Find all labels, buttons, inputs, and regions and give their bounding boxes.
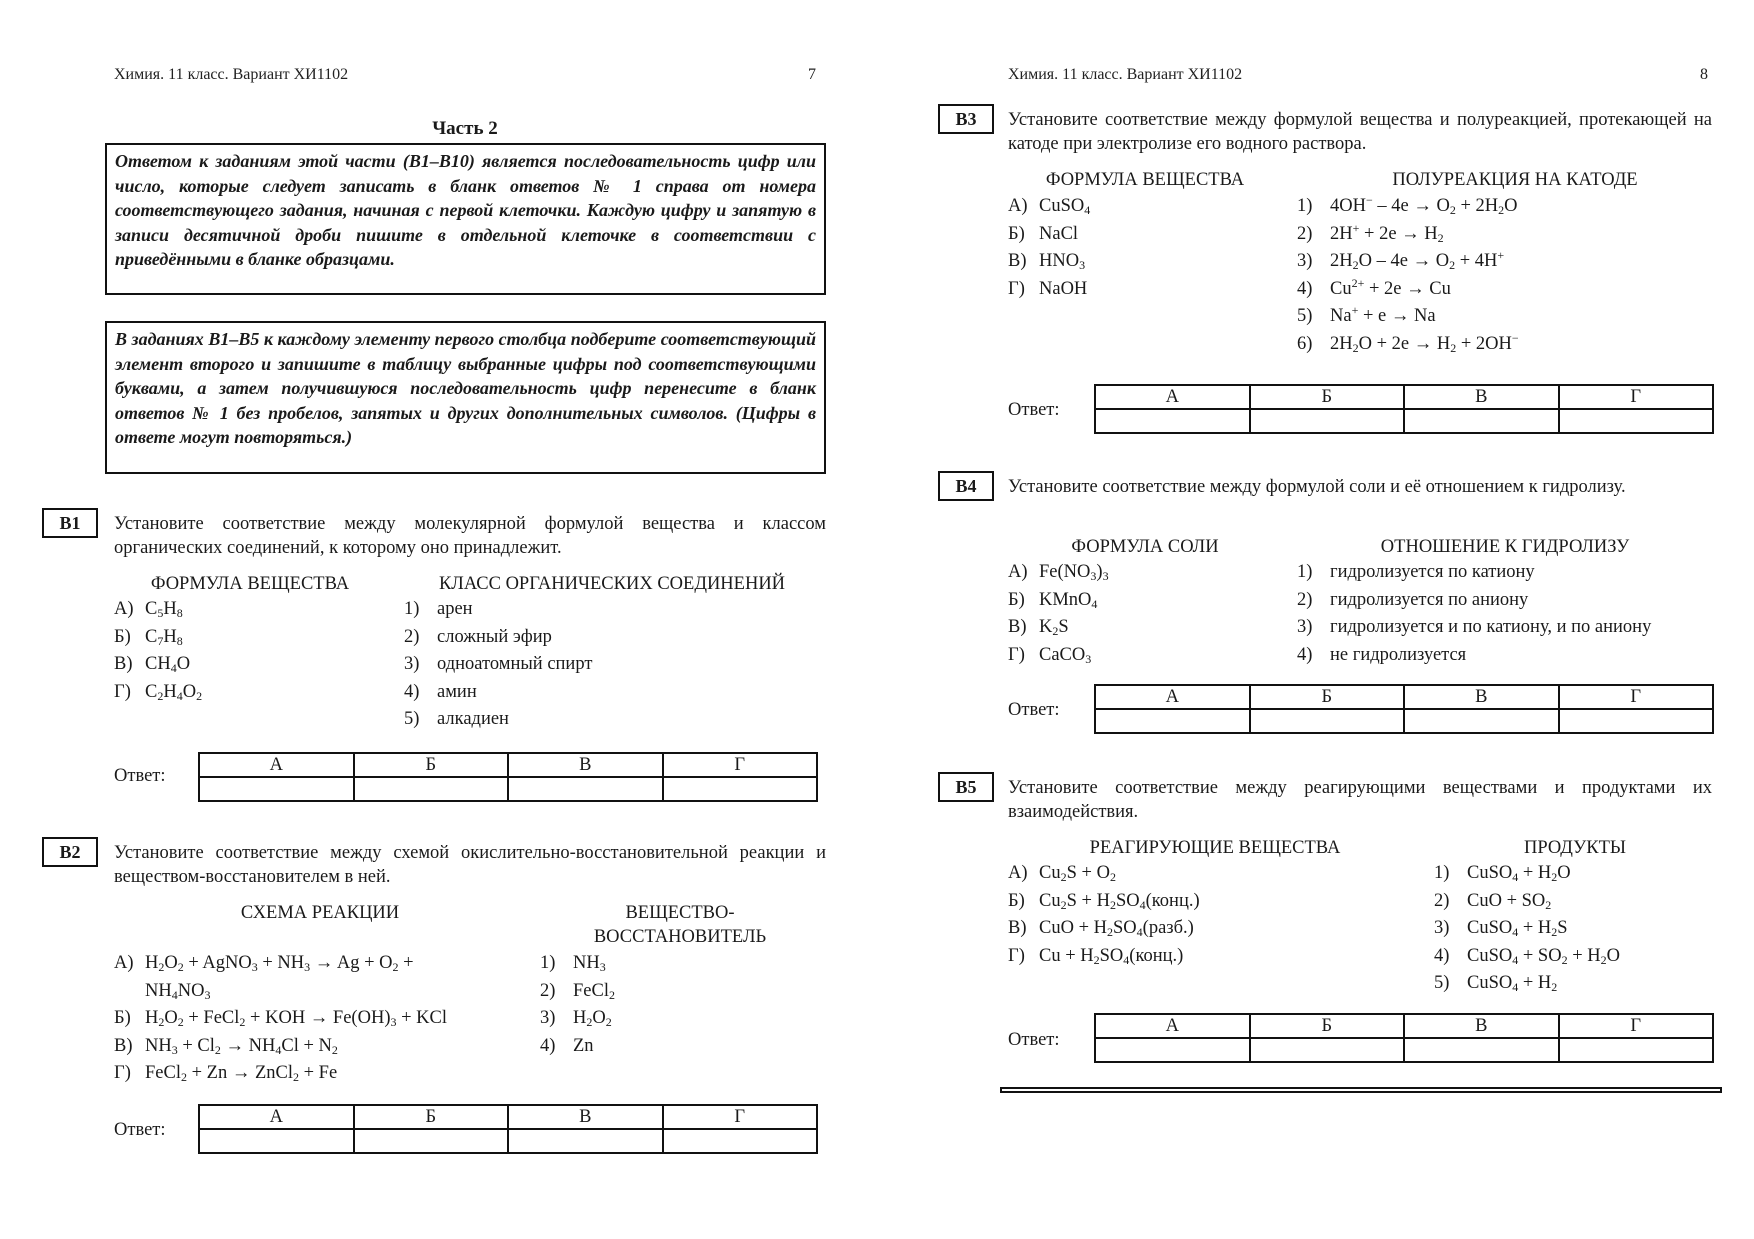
option-value: гидролизуется по катиону — [1330, 562, 1535, 582]
answer-cell[interactable] — [1250, 709, 1405, 733]
option-item — [404, 624, 592, 652]
option-key: Б) — [114, 626, 131, 647]
option-key: Г) — [1008, 644, 1025, 665]
option-value: одноатомный спирт — [437, 654, 593, 674]
instructions-box-2: В заданиях В1–В5 к каждому элементу первого столбца подберите соответствующий элемент второго и запишите в таблицу выбранные цифры под соответствующими буквами, а затем получившуюся последовательность цифр перенесите в бланк ответов № 1 без пробелов, запятых и других дополнительных символов. (Цифры в ответе могут повторяться.) — [105, 321, 826, 474]
option-value: $Fe(NO_3)_3$ — [1039, 562, 1109, 583]
b5-answer-label: Ответ: — [1008, 1030, 1060, 1050]
option-key: А) — [1008, 562, 1028, 582]
option-key: 5) — [1434, 973, 1450, 993]
option-key: 2) — [1297, 589, 1313, 610]
right-page-header: Химия. 11 класс. Вариант ХИ1102 — [1008, 66, 1243, 83]
answer-column-header: Б — [1250, 685, 1405, 709]
option-item — [1008, 193, 1090, 221]
answer-column-header: А — [199, 753, 354, 777]
option-key: 5) — [1297, 306, 1313, 326]
option-key: 4) — [404, 681, 420, 702]
task-text-b5: Установите соответствие между реагирующими веществами и продуктами их взаимодействия. — [1008, 778, 1712, 822]
option-item — [1297, 331, 1519, 359]
b3-left-list — [1008, 193, 1090, 303]
answer-cell[interactable] — [199, 1129, 354, 1153]
option-item — [404, 706, 592, 734]
option-value: $2H_2O + 2e \to H_2 + 2OH^-$ — [1330, 330, 1519, 355]
option-value: $Cu_2S + O_2$ — [1039, 863, 1116, 884]
option-item — [1297, 248, 1519, 276]
option-key: А) — [1008, 863, 1028, 883]
b2-right-header-2: ВОССТАНОВИТЕЛЬ — [593, 927, 767, 947]
answer-cell[interactable] — [1559, 1038, 1714, 1062]
b4-answer-table — [1094, 684, 1714, 734]
option-key: Б) — [1008, 890, 1025, 911]
b2-left-list — [114, 950, 447, 1088]
option-value: CuSO$_4$ + $H_2O$ — [1467, 863, 1571, 884]
option-item — [540, 1033, 615, 1061]
b4-answer-label: Ответ: — [1008, 700, 1060, 720]
option-key: 4) — [540, 1035, 556, 1056]
b2-left-header: СХЕМА РЕАКЦИИ — [240, 903, 400, 923]
answer-cell[interactable] — [1250, 409, 1405, 433]
b1-right-header: КЛАСС ОРГАНИЧЕСКИХ СОЕДИНЕНИЙ — [438, 574, 786, 594]
option-key: 1) — [1297, 562, 1313, 582]
b2-answer-label: Ответ: — [114, 1120, 166, 1140]
option-item — [1008, 614, 1109, 642]
answer-column-header: В — [508, 753, 663, 777]
option-item — [1297, 193, 1519, 221]
option-value: $Cu_2S$ + $H_2SO_4(конц.)$ — [1039, 890, 1200, 912]
part-title: Часть 2 — [432, 118, 498, 139]
option-value: CuO + $SO_2$ — [1467, 890, 1552, 912]
instructions-box-1: Ответом к заданиям этой части (В1–В10) является последовательность цифр или число, которые следует записать в бланк ответов № 1 справа от номера соответствующего задания, начиная с первой клеточки. Каждую цифру и запятую в записи десятичной дроби пишите в отдельной клеточке в соответствии с приведёнными в бланке образцами. — [105, 143, 826, 295]
answer-cell[interactable] — [1559, 409, 1714, 433]
option-value: $C_7H_8$ — [145, 626, 183, 648]
option-value: $K_2S$ — [1039, 617, 1069, 638]
option-key: 2) — [404, 626, 420, 647]
option-item — [1008, 276, 1090, 304]
answer-column-header: Б — [354, 1105, 509, 1129]
option-value: CuSO$_4$ + $SO_2 + H_2O$ — [1467, 945, 1621, 967]
option-key: 6) — [1297, 333, 1313, 354]
answer-cell[interactable] — [1250, 1038, 1405, 1062]
option-value: Zn — [573, 1035, 594, 1056]
option-item — [1434, 888, 1620, 916]
option-key: Г) — [114, 1063, 131, 1083]
option-item — [114, 1033, 447, 1061]
b4-right-header: ОТНОШЕНИЕ К ГИДРОЛИЗУ — [1380, 537, 1630, 557]
answer-column-header: Г — [1559, 385, 1714, 409]
option-item — [1008, 559, 1109, 587]
answer-cell[interactable] — [1095, 1038, 1250, 1062]
option-key: Б) — [1008, 589, 1025, 610]
option-value: $NH_3$ — [573, 953, 606, 974]
option-key: 2) — [1434, 890, 1450, 911]
option-key: 3) — [1434, 918, 1450, 938]
b3-left-header: ФОРМУЛА ВЕЩЕСТВА — [1045, 170, 1245, 190]
section-separator-line — [1000, 1087, 1722, 1093]
option-value: KMnO$_4$ — [1039, 589, 1098, 611]
option-value: $C_2H_4O_2$ — [145, 681, 203, 703]
answer-cell[interactable] — [663, 777, 818, 801]
option-item — [1008, 642, 1109, 670]
option-item — [1297, 221, 1519, 249]
option-key: Г) — [1008, 278, 1025, 299]
answer-cell[interactable] — [663, 1129, 818, 1153]
b2-right-header-1: ВЕЩЕСТВО- — [625, 903, 735, 923]
task-label-b3: В3 — [938, 104, 994, 134]
option-item — [1297, 614, 1651, 642]
option-item — [114, 950, 447, 1005]
option-value: $4OH^- - 4e \to O_2 + 2H_2O$ — [1330, 193, 1518, 217]
b5-right-list — [1434, 860, 1620, 998]
task-label-b2: В2 — [42, 837, 98, 867]
option-value: гидролизуется по аниону — [1330, 589, 1529, 610]
b5-left-header: РЕАГИРУЮЩИЕ ВЕЩЕСТВА — [1089, 838, 1341, 858]
option-item — [540, 950, 615, 978]
task-text-b3: Установите соответствие между формулой вещества и полуреакцией, протекающей на катоде при электролизе его водного раствора. — [1008, 110, 1712, 154]
answer-cell[interactable] — [354, 1129, 509, 1153]
option-value: CuSO$_4$ + $H_2S$ — [1467, 918, 1568, 939]
left-page-number: 7 — [808, 66, 816, 83]
b1-left-list — [114, 596, 202, 706]
option-value: $2H_2O - 4e \to O_2 + 4H^+$ — [1330, 248, 1505, 272]
b4-left-list — [1008, 559, 1109, 669]
option-value: Na+ + e → Na — [1330, 303, 1436, 326]
option-item — [1297, 587, 1651, 615]
option-value: $Cu + H_2SO_4(конц.)$ — [1039, 945, 1184, 967]
b3-answer-label: Ответ: — [1008, 400, 1060, 420]
answer-column-header: Б — [1250, 385, 1405, 409]
b4-left-header: ФОРМУЛА СОЛИ — [1071, 537, 1219, 557]
option-key: 4) — [1297, 278, 1313, 299]
option-item — [1008, 248, 1090, 276]
option-value: CuSO$_4$ — [1039, 196, 1091, 217]
option-item — [1297, 559, 1651, 587]
option-key: 5) — [404, 709, 420, 729]
option-key: Г) — [114, 681, 131, 702]
answer-cell[interactable] — [354, 777, 509, 801]
b1-left-header: ФОРМУЛА ВЕЩЕСТВА — [150, 574, 350, 594]
b1-answer-label: Ответ: — [114, 766, 166, 786]
option-key: 1) — [404, 599, 420, 619]
option-item — [404, 596, 592, 624]
option-value: CuSO$_4$ + $H_2$ — [1467, 973, 1558, 994]
answer-column-header: В — [1404, 385, 1559, 409]
right-page-number: 8 — [1700, 66, 1708, 83]
option-value: NaOH — [1039, 278, 1088, 299]
option-key: Г) — [1008, 945, 1025, 966]
answer-column-header: Г — [663, 753, 818, 777]
option-item — [1008, 888, 1200, 916]
answer-cell[interactable] — [1095, 709, 1250, 733]
option-key: А) — [1008, 196, 1028, 216]
option-key: 3) — [540, 1008, 556, 1028]
option-key: А) — [114, 953, 134, 973]
b5-answer-table — [1094, 1013, 1714, 1063]
option-key: Б) — [1008, 223, 1025, 244]
b5-left-list — [1008, 860, 1200, 970]
option-value: $H_2O_2$ + AgNO$_3$ + $NH_3 \to Ag + O_2$ + $NH_4NO_3$ — [145, 953, 414, 1002]
option-key: 2) — [1297, 223, 1313, 244]
option-key: 3) — [1297, 251, 1313, 271]
option-item — [404, 651, 592, 679]
option-item — [1297, 642, 1651, 670]
option-key: 1) — [1434, 863, 1450, 883]
option-item — [1434, 943, 1620, 971]
option-item — [1008, 915, 1200, 943]
answer-column-header: А — [1095, 685, 1250, 709]
option-key: 3) — [1297, 617, 1313, 637]
option-key: А) — [114, 599, 134, 619]
option-item — [404, 679, 592, 707]
option-item — [1008, 221, 1090, 249]
answer-cell[interactable] — [199, 777, 354, 801]
option-value: $Cu^{2+} + 2e \to Cu$ — [1330, 275, 1451, 299]
option-key: В) — [1008, 251, 1027, 271]
option-item — [1297, 276, 1519, 304]
answer-column-header: Б — [354, 753, 509, 777]
option-value: $H_2O_2$ + FeCl$_2$ + KOH → $Fe(OH)_3$ + KCl — [145, 1008, 448, 1029]
answer-column-header: В — [1404, 685, 1559, 709]
b2-answer-table — [198, 1104, 818, 1154]
answer-column-header: А — [1095, 1014, 1250, 1038]
answer-column-header: Г — [663, 1105, 818, 1129]
answer-column-header: А — [199, 1105, 354, 1129]
left-page-header: Химия. 11 класс. Вариант ХИ1102 — [114, 66, 349, 83]
option-item — [1008, 587, 1109, 615]
option-key: 4) — [1297, 644, 1313, 665]
option-value: $NH_3 + Cl_2 \to NH_4Cl + N_2$ — [145, 1035, 338, 1057]
option-item — [114, 651, 202, 679]
option-item — [1434, 860, 1620, 888]
option-item — [114, 624, 202, 652]
option-item — [114, 679, 202, 707]
b1-answer-table — [198, 752, 818, 802]
task-label-b1: В1 — [42, 508, 98, 538]
answer-cell[interactable] — [508, 777, 663, 801]
option-item — [1434, 970, 1620, 998]
b5-right-header: ПРОДУКТЫ — [1523, 838, 1627, 858]
b4-right-list — [1297, 559, 1651, 669]
option-key: 2) — [540, 980, 556, 1001]
option-value: сложный эфир — [437, 626, 552, 647]
option-item — [114, 1005, 447, 1033]
option-value: CaCO$_3$ — [1039, 644, 1092, 666]
option-value: алкадиен — [437, 709, 509, 729]
answer-column-header: Б — [1250, 1014, 1405, 1038]
answer-cell[interactable] — [508, 1129, 663, 1153]
option-item — [1008, 860, 1200, 888]
option-value: $2H^+ + 2e \to H_2$ — [1330, 220, 1444, 245]
task-label-b4: В4 — [938, 471, 994, 501]
option-key: В) — [114, 654, 133, 674]
option-item — [1008, 943, 1200, 971]
answer-cell[interactable] — [1559, 709, 1714, 733]
option-key: 1) — [540, 953, 556, 973]
option-key: 3) — [404, 654, 420, 674]
option-item — [1434, 915, 1620, 943]
option-value: $C_5H_8$ — [145, 599, 183, 620]
option-item — [114, 596, 202, 624]
option-value: $H_2O_2$ — [573, 1008, 612, 1029]
answer-column-header: В — [1404, 1014, 1559, 1038]
option-key: 4) — [1434, 945, 1450, 966]
answer-cell[interactable] — [1404, 709, 1559, 733]
option-value: $CH_4O$ — [145, 654, 191, 675]
option-value: CuO + $H_2SO_4(разб.)$ — [1039, 918, 1194, 939]
option-item — [540, 1005, 615, 1033]
option-key: В) — [1008, 918, 1027, 938]
b3-right-list — [1297, 193, 1519, 358]
option-value: амин — [437, 681, 477, 702]
option-item — [114, 1060, 447, 1088]
option-key: 1) — [1297, 196, 1313, 216]
answer-cell[interactable] — [1095, 409, 1250, 433]
b2-right-list — [540, 950, 615, 1060]
option-value: NaCl — [1039, 223, 1079, 244]
task-label-b5: В5 — [938, 772, 994, 802]
option-value: $HNO_3$ — [1039, 251, 1086, 272]
b3-right-header: ПОЛУРЕАКЦИЯ НА КАТОДЕ — [1392, 170, 1638, 190]
answer-cell[interactable] — [1404, 409, 1559, 433]
option-value: гидролизуется и по катиону, и по аниону — [1330, 617, 1652, 637]
option-item — [540, 978, 615, 1006]
answer-column-header: А — [1095, 385, 1250, 409]
option-key: В) — [114, 1035, 133, 1056]
option-key: В) — [1008, 617, 1027, 637]
task-text-b4: Установите соответствие между формулой соли и её отношением к гидролизу. — [1008, 477, 1626, 497]
option-value: FeCl$_2$ + Zn → ZnCl$_2$ + Fe — [145, 1063, 338, 1084]
option-item — [1297, 303, 1519, 331]
answer-column-header: Г — [1559, 685, 1714, 709]
option-key: Б) — [114, 1008, 131, 1028]
task-text-b1: Установите соответствие между молекулярной формулой вещества и классом органических соединений, к которому оно принадлежит. — [114, 514, 826, 558]
b3-answer-table — [1094, 384, 1714, 434]
answer-column-header: В — [508, 1105, 663, 1129]
answer-cell[interactable] — [1404, 1038, 1559, 1062]
task-text-b2: Установите соответствие между схемой окислительно-восстановительной реакции и веществом-восстановителем в ней. — [114, 843, 826, 887]
answer-column-header: Г — [1559, 1014, 1714, 1038]
b1-right-list — [404, 596, 592, 734]
option-value: арен — [437, 599, 473, 619]
option-value: FeCl$_2$ — [573, 980, 615, 1002]
option-value: не гидролизуется — [1330, 644, 1467, 665]
